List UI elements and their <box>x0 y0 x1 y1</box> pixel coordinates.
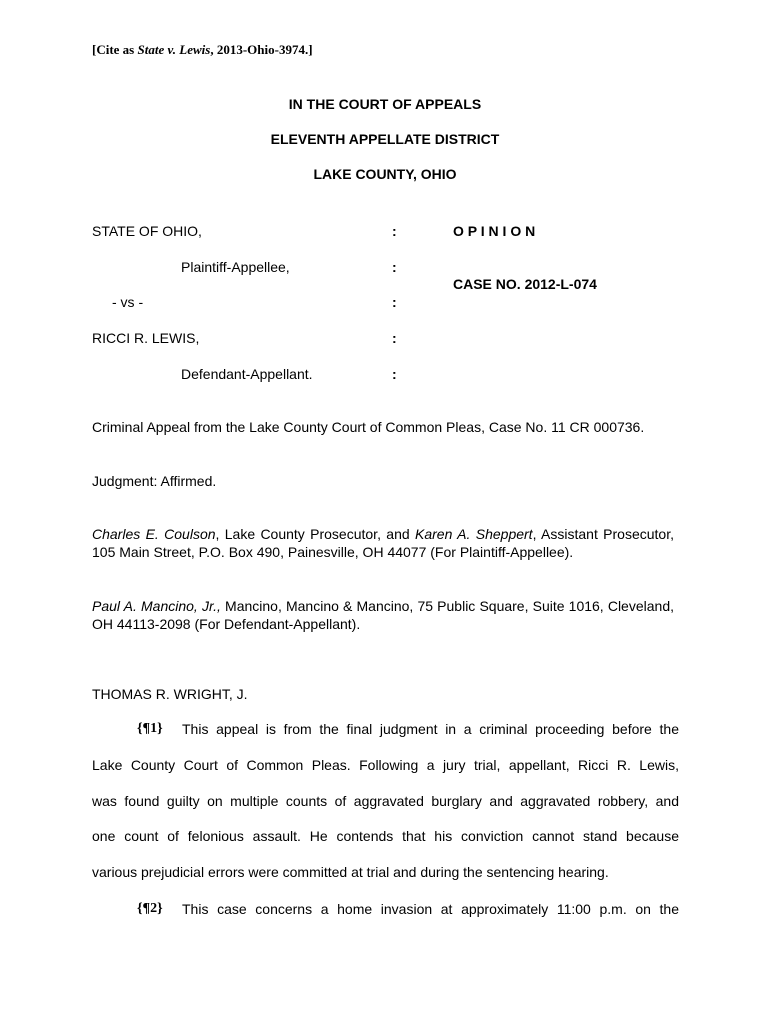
judge-name: THOMAS R. WRIGHT, J. <box>92 686 248 702</box>
caption-colon: : <box>392 330 397 346</box>
prosecutor-counsel: Charles E. Coulson, Lake County Prosecutor, and Karen A. Sheppert, Assistant Prosecutor, 105 Main Street, P.O. Box 490, Painesville, OH 44077 (For Plaintiff-Appellee). <box>92 526 674 560</box>
paragraph-line: This case concerns a home invasion at approximately 11:00 p.m. on the <box>182 901 679 917</box>
court-title: IN THE COURT OF APPEALS <box>288 96 482 112</box>
plaintiff-role: Plaintiff-Appellee, <box>181 259 290 275</box>
paragraph-number: {¶1} <box>137 721 163 736</box>
opinion-label: O P I N I O N <box>453 223 536 239</box>
caption-colon: : <box>392 223 397 239</box>
district-title: ELEVENTH APPELLATE DISTRICT <box>270 131 500 147</box>
caption-colon: : <box>392 259 397 275</box>
defendant-name: RICCI R. LEWIS, <box>92 330 200 346</box>
judgment: Judgment: Affirmed. <box>92 473 217 489</box>
caption-colon: : <box>392 294 397 310</box>
case-number: CASE NO. 2012-L-074 <box>453 276 597 292</box>
defendant-role: Defendant-Appellant. <box>181 366 313 382</box>
paragraph-number: {¶2} <box>137 901 163 916</box>
citation-line: [Cite as State v. Lewis, 2013-Ohio-3974.] <box>92 42 313 57</box>
paragraph-line: one count of felonious assault. He contends that his conviction cannot stand because <box>92 828 679 844</box>
paragraph-line: various prejudicial errors were committed at trial and during the sentencing hearing. <box>92 864 609 880</box>
caption-colon: : <box>392 366 397 382</box>
paragraph-line: Lake County Court of Common Pleas. Following a jury trial, appellant, Ricci R. Lewis, <box>92 757 679 773</box>
appeal-from: Criminal Appeal from the Lake County Court of Common Pleas, Case No. 11 CR 000736. <box>92 419 645 435</box>
paragraph-line: This appeal is from the final judgment in a criminal proceeding before the <box>182 721 679 737</box>
county-title: LAKE COUNTY, OHIO <box>313 166 457 182</box>
defense-counsel: Paul A. Mancino, Jr., Mancino, Mancino & Mancino, 75 Public Square, Suite 1016, Cleveland, OH 44113-2098 (For Defendant-Appellant). <box>92 598 674 632</box>
versus: - vs - <box>112 294 144 310</box>
paragraph-line: was found guilty on multiple counts of aggravated burglary and aggravated robbery, and <box>92 793 679 809</box>
plaintiff-name: STATE OF OHIO, <box>92 223 202 239</box>
